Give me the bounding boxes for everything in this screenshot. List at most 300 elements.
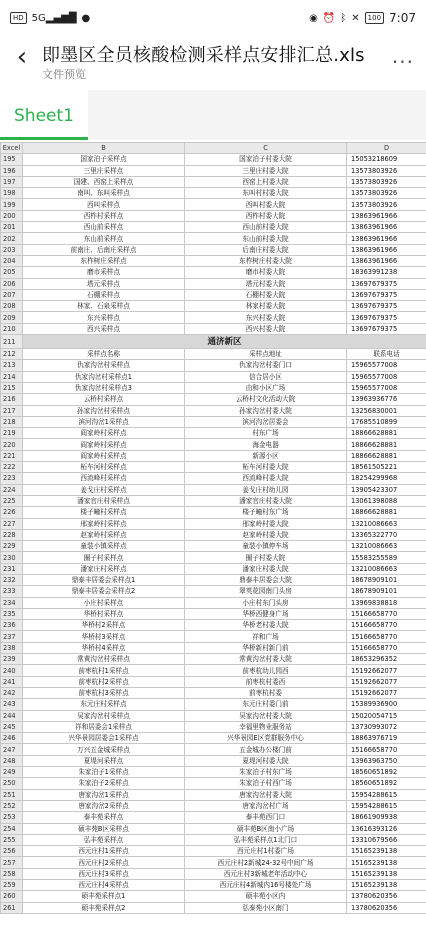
table-row[interactable] — [1, 597, 426, 608]
cell-name[interactable]: 兴华景园居委会1采样点 — [23, 733, 185, 744]
table-row[interactable] — [1, 868, 426, 879]
table-row[interactable] — [1, 654, 426, 665]
cell-phone[interactable]: 13573803926 — [347, 176, 426, 187]
row-number[interactable]: 241 — [1, 676, 23, 687]
cell-address[interactable]: 西元庄村3新城老年活动中心 — [185, 868, 347, 879]
table-row[interactable] — [1, 507, 426, 518]
table-row[interactable] — [1, 823, 426, 834]
row-number[interactable]: 220 — [1, 439, 23, 450]
row-number[interactable]: 242 — [1, 687, 23, 698]
cell-phone[interactable]: 13863961966 — [347, 210, 426, 221]
cell-address[interactable]: 唐家沟岔村委大院 — [185, 789, 347, 800]
cell-address[interactable]: 西流峰村委大院 — [185, 473, 347, 484]
table-row[interactable] — [1, 222, 426, 233]
table-row[interactable] — [1, 154, 426, 165]
cell-phone[interactable]: 13697679375 — [347, 323, 426, 334]
cell-name[interactable]: 姜戈庄村采样点 — [23, 484, 185, 495]
cell-name[interactable]: 阎家岭村采样点 — [23, 428, 185, 439]
table-row[interactable] — [1, 450, 426, 461]
table-row[interactable] — [1, 608, 426, 619]
cell-name[interactable]: 西元庄村2采样点 — [23, 857, 185, 868]
cell-name[interactable]: 华桥村2采样点 — [23, 620, 185, 631]
row-number[interactable]: 253 — [1, 812, 23, 823]
cell-name[interactable]: 阎家岭村采样点 — [23, 439, 185, 450]
cell-name[interactable]: 西柞村采样点 — [23, 210, 185, 221]
cell-name[interactable]: 西元庄村4采样点 — [23, 880, 185, 891]
table-row[interactable] — [1, 902, 426, 913]
cell-address[interactable]: 东叫村村委大院 — [185, 188, 347, 199]
cell-phone[interactable]: 15166658770 — [347, 620, 426, 631]
cell-phone[interactable]: 15389936900 — [347, 699, 426, 710]
cell-phone[interactable]: 15192662077 — [347, 687, 426, 698]
row-number[interactable]: 197 — [1, 176, 23, 187]
cell-phone[interactable]: 13573803926 — [347, 188, 426, 199]
cell-name[interactable]: 孙家沟岔村采样点 — [23, 405, 185, 416]
row-number[interactable]: 198 — [1, 188, 23, 199]
table-row[interactable] — [1, 541, 426, 552]
cell-name[interactable]: 石棚采样点 — [23, 289, 185, 300]
cell-phone[interactable]: 13863961966 — [347, 233, 426, 244]
cell-phone[interactable]: 13969838818 — [347, 597, 426, 608]
cell-name[interactable]: 仇家沟岔村采样点1 — [23, 371, 185, 382]
cell-name[interactable]: 前枣杭村3采样点 — [23, 687, 185, 698]
table-row[interactable] — [1, 289, 426, 300]
table-row[interactable] — [1, 371, 426, 382]
cell-phone[interactable]: 15166658770 — [347, 631, 426, 642]
cell-name[interactable]: 仇家沟岔村采样点 — [23, 360, 185, 371]
row-number[interactable]: 206 — [1, 278, 23, 289]
cell-phone[interactable]: 18866628881 — [347, 439, 426, 450]
row-number[interactable]: 248 — [1, 755, 23, 766]
cell-address[interactable]: 孙家沟岔村委大院 — [185, 405, 347, 416]
table-row[interactable] — [1, 210, 426, 221]
cell-address[interactable]: 吴家沟岔村委大院 — [185, 710, 347, 721]
cell-address[interactable]: 国家泊子村委大院 — [185, 154, 347, 165]
cell-phone[interactable]: 13697679375 — [347, 312, 426, 323]
row-number[interactable]: 219 — [1, 428, 23, 439]
table-row[interactable] — [1, 857, 426, 868]
table-row[interactable] — [1, 676, 426, 687]
table-row[interactable] — [1, 733, 426, 744]
cell-phone[interactable]: 13780620356 — [347, 891, 426, 902]
cell-address[interactable]: 幸福里物业服务站 — [185, 721, 347, 732]
table-row[interactable] — [1, 834, 426, 845]
row-number[interactable]: 208 — [1, 301, 23, 312]
row-number[interactable]: 222 — [1, 462, 23, 473]
row-number[interactable]: 233 — [1, 586, 23, 597]
cell-name[interactable]: 南叫、东叫采样点 — [23, 188, 185, 199]
row-number[interactable]: 225 — [1, 495, 23, 506]
cell-phone[interactable]: 13210086663 — [347, 563, 426, 574]
cell-phone[interactable]: 18661909938 — [347, 812, 426, 823]
row-number[interactable]: 230 — [1, 552, 23, 563]
table-row[interactable] — [1, 267, 426, 278]
cell-address[interactable]: 小庄村东门头房 — [185, 597, 347, 608]
table-row[interactable] — [1, 699, 426, 710]
cell-phone[interactable]: 18866628881 — [347, 450, 426, 461]
cell-phone[interactable]: 15053218609 — [347, 154, 426, 165]
cell-address[interactable]: 滨河沟岔居委会 — [185, 416, 347, 427]
table-row[interactable] — [1, 767, 426, 778]
row-number[interactable]: 205 — [1, 267, 23, 278]
cell-phone[interactable]: 18560651892 — [347, 767, 426, 778]
cell-address[interactable]: 前枣杭村委 — [185, 687, 347, 698]
row-number[interactable]: 244 — [1, 710, 23, 721]
cell-name[interactable]: 唐家沟岔2采样点 — [23, 800, 185, 811]
row-number[interactable]: 232 — [1, 574, 23, 585]
table-row[interactable] — [1, 620, 426, 631]
cell-phone[interactable]: 15954288615 — [347, 789, 426, 800]
cell-name[interactable]: 泰丰苑采样点 — [23, 812, 185, 823]
cell-address[interactable]: 东元庄村委门前 — [185, 699, 347, 710]
cell-address[interactable]: 华桥新村新门前 — [185, 642, 347, 653]
row-number[interactable]: 207 — [1, 289, 23, 300]
row-number[interactable]: 209 — [1, 312, 23, 323]
table-row[interactable] — [1, 495, 426, 506]
row-number[interactable]: 247 — [1, 744, 23, 755]
cell-phone[interactable]: 18866628881 — [347, 428, 426, 439]
cell-address[interactable]: 仇家沟岔村委门口 — [185, 360, 347, 371]
cell-address[interactable]: 西柞村委大院 — [185, 210, 347, 221]
cell-name[interactable]: 夏堤河采样点 — [23, 755, 185, 766]
row-number[interactable]: 229 — [1, 541, 23, 552]
cell-phone[interactable]: 15965577008 — [347, 360, 426, 371]
row-number[interactable]: 227 — [1, 518, 23, 529]
more-options-icon[interactable]: ··· — [391, 50, 414, 74]
row-number[interactable]: 195 — [1, 154, 23, 165]
cell-address[interactable]: 华桥老村委大院 — [185, 620, 347, 631]
row-number[interactable]: 204 — [1, 255, 23, 266]
row-number[interactable]: 214 — [1, 371, 23, 382]
cell-phone[interactable]: 15954288615 — [347, 800, 426, 811]
row-number[interactable]: 256 — [1, 846, 23, 857]
cell-address[interactable]: 常黄沟岔村委大院 — [185, 654, 347, 665]
cell-address[interactable]: 朱家泊子村东广场 — [185, 767, 347, 778]
cell-name[interactable]: 仇家沟岔村采样点3 — [23, 382, 185, 393]
table-row[interactable] — [1, 428, 426, 439]
table-row[interactable] — [1, 439, 426, 450]
cell-address[interactable]: 柘车河村委大院 — [185, 462, 347, 473]
table-row[interactable] — [1, 586, 426, 597]
cell-name[interactable]: 塔元采样点 — [23, 278, 185, 289]
table-row[interactable] — [1, 710, 426, 721]
cell-address[interactable]: 西元庄村2新城24-32号中间广场 — [185, 857, 347, 868]
table-row[interactable] — [1, 312, 426, 323]
row-number[interactable]: 226 — [1, 507, 23, 518]
cell-name[interactable]: 童装小镇采样点 — [23, 541, 185, 552]
cell-name[interactable]: 西叫采样点 — [23, 199, 185, 210]
cell-phone[interactable]: 18363991238 — [347, 267, 426, 278]
cell-name[interactable]: 西流峰村采样点 — [23, 473, 185, 484]
row-number[interactable]: 236 — [1, 620, 23, 631]
cell-name[interactable]: 吴家沟岔村采样点 — [23, 710, 185, 721]
table-row[interactable] — [1, 642, 426, 653]
table-row[interactable] — [1, 563, 426, 574]
cell-address[interactable]: 三里庄村委大院 — [185, 165, 347, 176]
cell-phone[interactable]: 15192662077 — [347, 676, 426, 687]
table-row[interactable] — [1, 665, 426, 676]
cell-address[interactable]: 赵家岭村委大院 — [185, 529, 347, 540]
row-number[interactable]: 202 — [1, 233, 23, 244]
row-number[interactable]: 201 — [1, 222, 23, 233]
cell-address[interactable]: 前枣杭幼儿园西 — [185, 665, 347, 676]
cell-name[interactable]: 前枣杭村1采样点 — [23, 665, 185, 676]
table-row[interactable] — [1, 323, 426, 334]
row-number[interactable]: 246 — [1, 733, 23, 744]
cell-address[interactable]: 云桥村文化活动大院 — [185, 394, 347, 405]
cell-name[interactable]: 西山前采样点 — [23, 222, 185, 233]
table-row[interactable] — [1, 800, 426, 811]
cell-address[interactable]: 潘家官庄村委大院 — [185, 495, 347, 506]
table-row[interactable] — [1, 484, 426, 495]
cell-phone[interactable]: 13863961966 — [347, 255, 426, 266]
row-number[interactable]: 245 — [1, 721, 23, 732]
cell-phone[interactable]: 15020054715 — [347, 710, 426, 721]
cell-address[interactable]: 西窑上村委大院 — [185, 176, 347, 187]
cell-name[interactable]: 华桥村采样点 — [23, 608, 185, 619]
table-row[interactable] — [1, 721, 426, 732]
cell-name[interactable]: 常黄沟岔村采样点 — [23, 654, 185, 665]
row-number[interactable]: 258 — [1, 868, 23, 879]
cell-phone[interactable]: 13365322770 — [347, 529, 426, 540]
table-row[interactable] — [1, 631, 426, 642]
cell-name[interactable]: 东元庄村采样点 — [23, 699, 185, 710]
cell-phone[interactable]: 15165239138 — [347, 846, 426, 857]
table-row[interactable] — [1, 846, 426, 857]
cell-address[interactable]: 东柞树庄村委大院 — [185, 255, 347, 266]
table-row[interactable] — [1, 789, 426, 800]
cell-name[interactable]: 潘家官庄村采样点 — [23, 495, 185, 506]
cell-phone[interactable]: 15583255589 — [347, 552, 426, 563]
cell-phone[interactable]: 18866628881 — [347, 507, 426, 518]
cell-name[interactable]: 圈子村采样点 — [23, 552, 185, 563]
row-number[interactable]: 254 — [1, 823, 23, 834]
cell-address[interactable]: 硕丰苑小区内 — [185, 891, 347, 902]
cell-address[interactable]: 弘泰苑小区南门 — [185, 902, 347, 913]
cell-phone[interactable]: 13905423307 — [347, 484, 426, 495]
cell-address[interactable]: 泰丰苑西门口 — [185, 812, 347, 823]
row-number[interactable]: 216 — [1, 394, 23, 405]
table-row[interactable] — [1, 301, 426, 312]
cell-phone[interactable]: 15165239138 — [347, 880, 426, 891]
cell-phone[interactable]: 15166658770 — [347, 642, 426, 653]
row-number[interactable]: 238 — [1, 642, 23, 653]
cell-name[interactable]: 祥和居委会1采样点 — [23, 721, 185, 732]
table-row[interactable] — [1, 360, 426, 371]
table-row[interactable] — [1, 574, 426, 585]
cell-name[interactable]: 国建、西窑上采样点 — [23, 176, 185, 187]
cell-name[interactable]: 东柞树庄采样点 — [23, 255, 185, 266]
cell-address[interactable]: 潘家庄村委大院 — [185, 563, 347, 574]
table-row[interactable] — [1, 462, 426, 473]
row-number[interactable]: 239 — [1, 654, 23, 665]
table-row[interactable] — [1, 199, 426, 210]
back-arrow-icon[interactable]: ‹ — [16, 42, 28, 72]
row-number[interactable]: 217 — [1, 405, 23, 416]
cell-address[interactable]: 圈子村委大院 — [185, 552, 347, 563]
table-row[interactable] — [1, 812, 426, 823]
row-number[interactable]: 228 — [1, 529, 23, 540]
row-number[interactable]: 255 — [1, 834, 23, 845]
table-row[interactable] — [1, 255, 426, 266]
cell-name[interactable]: 林家、石泉采样点 — [23, 301, 185, 312]
cell-address[interactable]: 姜戈庄村幼儿园 — [185, 484, 347, 495]
cell-phone[interactable]: 17685510899 — [347, 416, 426, 427]
cell-address[interactable]: 五金城办公楼门前 — [185, 744, 347, 755]
table-row[interactable] — [1, 382, 426, 393]
row-number[interactable]: 259 — [1, 880, 23, 891]
cell-phone[interactable]: 18560651892 — [347, 778, 426, 789]
cell-address[interactable]: 邢家岭村委大院 — [185, 518, 347, 529]
cell-address[interactable]: 东山前村委大院 — [185, 233, 347, 244]
cell-phone[interactable]: 13310679566 — [347, 834, 426, 845]
cell-phone[interactable]: 15165239138 — [347, 857, 426, 868]
cell-address[interactable]: 新源小区 — [185, 450, 347, 461]
table-row[interactable] — [1, 278, 426, 289]
table-row[interactable] — [1, 778, 426, 789]
cell-address[interactable]: 西元庄村1村委广场 — [185, 846, 347, 857]
cell-phone[interactable]: 18254299968 — [347, 473, 426, 484]
cell-name[interactable]: 鼎泰丰居委会采样点1 — [23, 574, 185, 585]
cell-phone[interactable]: 15965577008 — [347, 371, 426, 382]
cell-phone[interactable]: 13697679375 — [347, 301, 426, 312]
cell-name[interactable]: 华桥村4采样点 — [23, 642, 185, 653]
row-number[interactable]: 237 — [1, 631, 23, 642]
cell-address[interactable]: 夏堤河村委大院 — [185, 755, 347, 766]
table-row[interactable] — [1, 687, 426, 698]
cell-address[interactable]: 西兴村委大院 — [185, 323, 347, 334]
cell-phone[interactable]: 13256830001 — [347, 405, 426, 416]
cell-phone[interactable]: 15192662077 — [347, 665, 426, 676]
cell-address[interactable]: 童装小镇停车场 — [185, 541, 347, 552]
cell-phone[interactable]: 13963963750 — [347, 755, 426, 766]
cell-address[interactable]: 信合居小区 — [185, 371, 347, 382]
row-number[interactable]: 218 — [1, 416, 23, 427]
cell-phone[interactable]: 18653296352 — [347, 654, 426, 665]
table-row[interactable] — [1, 233, 426, 244]
cell-name[interactable]: 楼子疃村采样点 — [23, 507, 185, 518]
cell-phone[interactable]: 13210086663 — [347, 541, 426, 552]
cell-name[interactable]: 弘丰苑采样点 — [23, 834, 185, 845]
cell-address[interactable]: 华桥西健身广场 — [185, 608, 347, 619]
cell-address[interactable]: 后南庄村委大院 — [185, 244, 347, 255]
cell-name[interactable]: 西元庄村3采样点 — [23, 868, 185, 879]
cell-name[interactable]: 潘家庄村采样点 — [23, 563, 185, 574]
cell-phone[interactable]: 15166658770 — [347, 744, 426, 755]
cell-address[interactable]: 唐家沟岔村广场 — [185, 800, 347, 811]
cell-phone[interactable]: 13573803926 — [347, 199, 426, 210]
row-number[interactable]: 231 — [1, 563, 23, 574]
cell-phone[interactable]: 13210086663 — [347, 518, 426, 529]
cell-phone[interactable]: 13963936776 — [347, 394, 426, 405]
cell-phone[interactable]: 13697679375 — [347, 278, 426, 289]
cell-address[interactable]: 兴华景园E区党群服务中心 — [185, 733, 347, 744]
cell-name[interactable]: 磨市采样点 — [23, 267, 185, 278]
cell-address[interactable]: 林家村委大院 — [185, 301, 347, 312]
cell-phone[interactable]: 15166658770 — [347, 608, 426, 619]
cell-address[interactable]: 楼子疃村东广场 — [185, 507, 347, 518]
cell-address[interactable]: 石棚村委大院 — [185, 289, 347, 300]
cell-name[interactable]: 硕丰苑采样点1 — [23, 891, 185, 902]
cell-name[interactable]: 西元庄村1采样点 — [23, 846, 185, 857]
cell-phone[interactable]: 13616393126 — [347, 823, 426, 834]
row-number[interactable]: 221 — [1, 450, 23, 461]
cell-address[interactable]: 朱家泊子村西广场 — [185, 778, 347, 789]
cell-address[interactable]: 硕丰苑B区南小广场 — [185, 823, 347, 834]
row-number[interactable]: 257 — [1, 857, 23, 868]
row-number[interactable]: 210 — [1, 323, 23, 334]
tab-sheet1[interactable]: Sheet1 — [0, 90, 88, 140]
row-number[interactable]: 243 — [1, 699, 23, 710]
cell-address[interactable]: 西元庄村4新城内16号楼处广场 — [185, 880, 347, 891]
row-number[interactable]: 234 — [1, 597, 23, 608]
cell-phone[interactable]: 18561505221 — [347, 462, 426, 473]
table-row[interactable] — [1, 891, 426, 902]
table-row[interactable] — [1, 473, 426, 484]
cell-phone[interactable]: 13863961966 — [347, 244, 426, 255]
cell-name[interactable]: 滨河沟岔1采样点 — [23, 416, 185, 427]
cell-name[interactable]: 前枣杭村2采样点 — [23, 676, 185, 687]
cell-address[interactable]: 西山前村委大院 — [185, 222, 347, 233]
table-row[interactable] — [1, 188, 426, 199]
cell-address[interactable]: 塔元村委大院 — [185, 278, 347, 289]
cell-phone[interactable]: 13730993072 — [347, 721, 426, 732]
cell-name[interactable]: 唐家沟岔1采样点 — [23, 789, 185, 800]
cell-name[interactable]: 华桥村3采样点 — [23, 631, 185, 642]
row-number[interactable]: 251 — [1, 789, 23, 800]
table-row[interactable] — [1, 755, 426, 766]
cell-address[interactable]: 翠英花园南门头房 — [185, 586, 347, 597]
cell-phone[interactable]: 13061398088 — [347, 495, 426, 506]
row-number[interactable]: 261 — [1, 902, 23, 913]
row-number[interactable]: 240 — [1, 665, 23, 676]
row-number[interactable]: 213 — [1, 360, 23, 371]
row-number[interactable]: 249 — [1, 767, 23, 778]
cell-phone[interactable]: 13697679375 — [347, 289, 426, 300]
table-row[interactable] — [1, 518, 426, 529]
cell-name[interactable]: 赵家岭村采样点 — [23, 529, 185, 540]
cell-name[interactable]: 鼎泰丰居委会采样点2 — [23, 586, 185, 597]
row-number[interactable]: 252 — [1, 800, 23, 811]
cell-name[interactable]: 万兴五金城采样点 — [23, 744, 185, 755]
row-number[interactable]: 200 — [1, 210, 23, 221]
table-row[interactable] — [1, 744, 426, 755]
table-row[interactable] — [1, 405, 426, 416]
cell-name[interactable]: 邢家岭村采样点 — [23, 518, 185, 529]
cell-name[interactable]: 柘车河村采样点 — [23, 462, 185, 473]
cell-name[interactable]: 朱家泊子2采样点 — [23, 778, 185, 789]
cell-name[interactable]: 硕丰苑采样点2 — [23, 902, 185, 913]
cell-name[interactable]: 阎家岭村采样点 — [23, 450, 185, 461]
row-number[interactable]: 223 — [1, 473, 23, 484]
table-row[interactable] — [1, 552, 426, 563]
table-row[interactable] — [1, 394, 426, 405]
table-row[interactable] — [1, 880, 426, 891]
cell-name[interactable]: 朱家泊子1采样点 — [23, 767, 185, 778]
table-row[interactable] — [1, 244, 426, 255]
cell-address[interactable]: 磨市村委大院 — [185, 267, 347, 278]
cell-phone[interactable]: 18863976719 — [347, 733, 426, 744]
cell-phone[interactable]: 13863961966 — [347, 222, 426, 233]
row-number[interactable]: 196 — [1, 165, 23, 176]
cell-name[interactable]: 西兴采样点 — [23, 323, 185, 334]
cell-phone[interactable]: 18678909101 — [347, 574, 426, 585]
cell-name[interactable]: 前南庄、后南庄采样点 — [23, 244, 185, 255]
cell-phone[interactable]: 15165239138 — [347, 868, 426, 879]
row-number[interactable]: 215 — [1, 382, 23, 393]
cell-name[interactable]: 硕丰苑B区采样点 — [23, 823, 185, 834]
cell-address[interactable]: 东兴村委大院 — [185, 312, 347, 323]
